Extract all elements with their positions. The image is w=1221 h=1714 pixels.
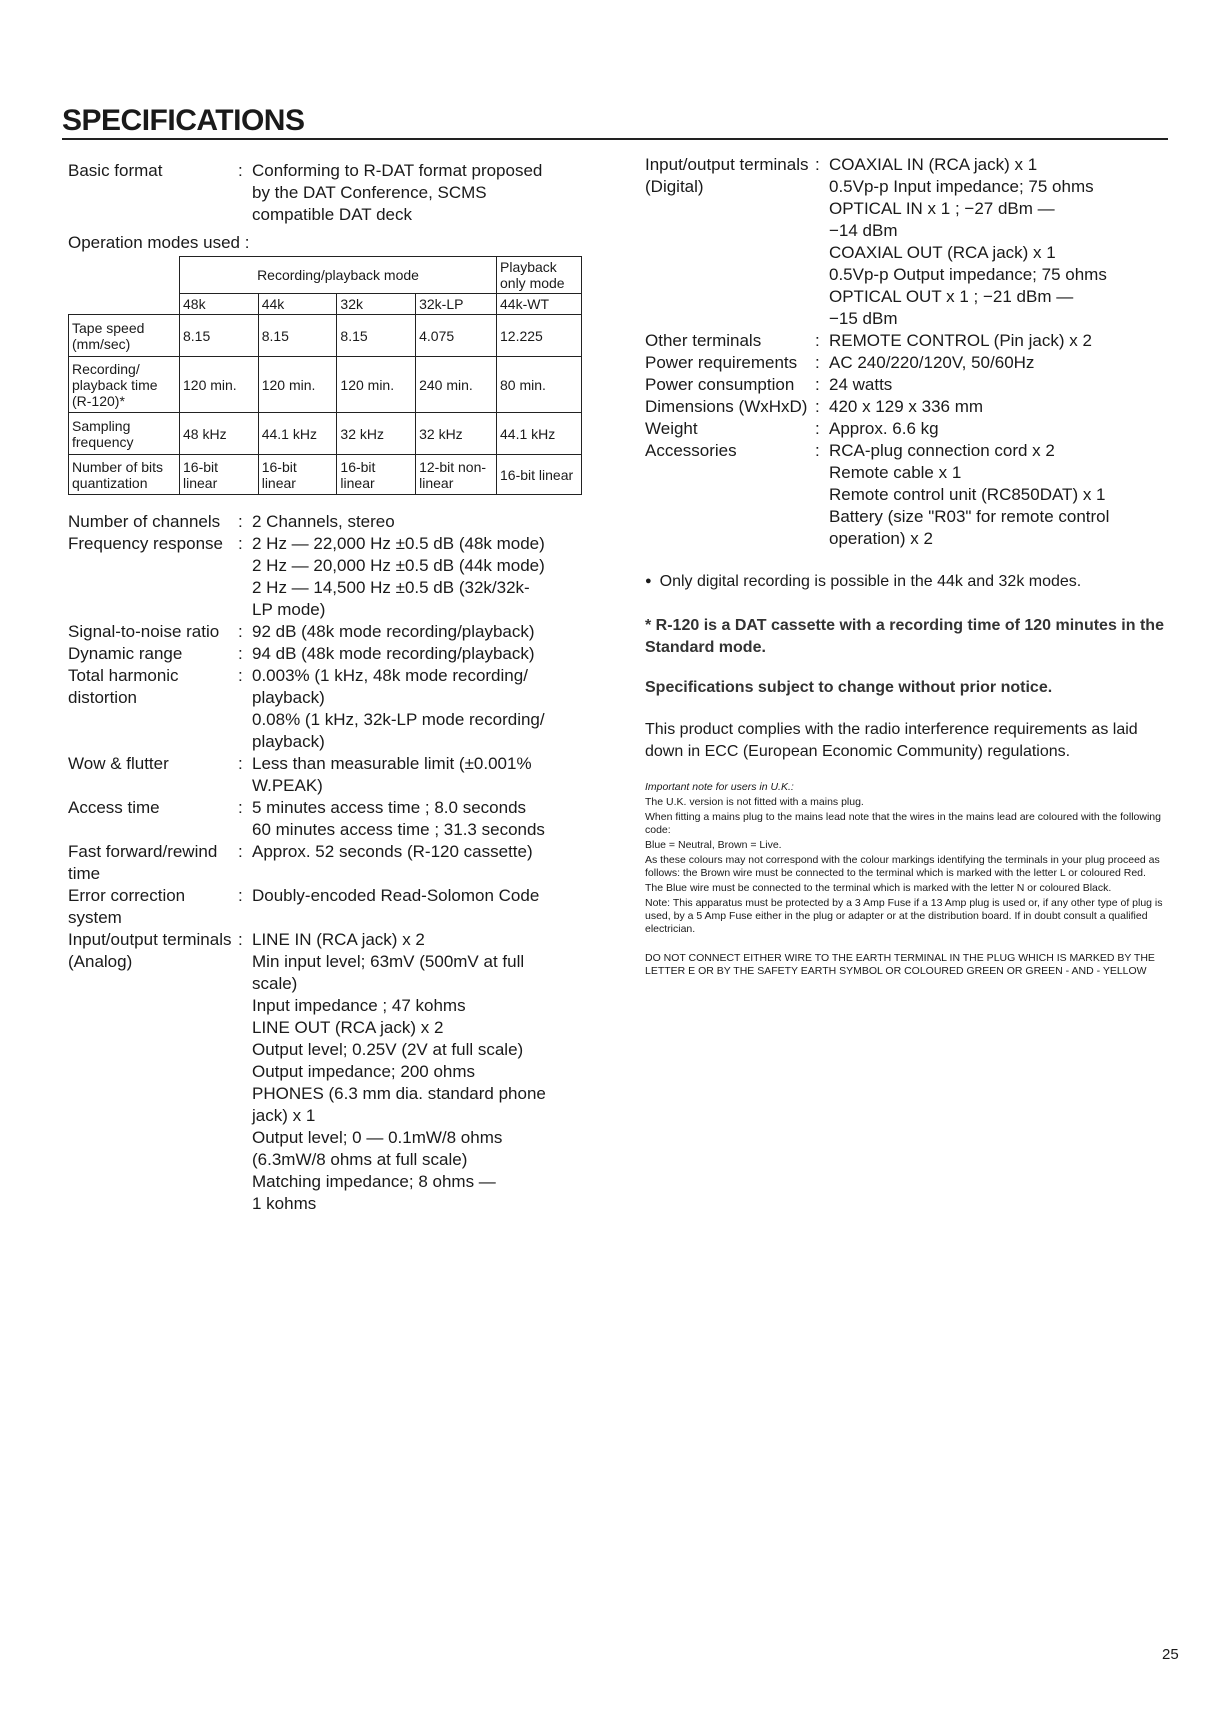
mode-cell: 44k [258,294,337,315]
uk-note-line: The Blue wire must be connected to the terminal which is marked with the letter N or coloured Black. [645,882,1112,894]
spec-line: LINE OUT (RCA jack) x 2 [252,1018,444,1037]
table-row [69,357,582,413]
spec-line: Output level; 0 — 0.1mW/8 ohms [252,1128,503,1147]
spec-line: LINE IN (RCA jack) x 2 [252,930,425,949]
colon: : [815,155,820,174]
spec-values [829,396,1175,418]
spec-line: by the DAT Conference, SCMS [252,183,487,202]
spec-line: 1 kohms [252,1194,317,1213]
table-row [69,413,582,455]
spec-row [645,374,1175,396]
spec-label: Dynamic range [68,644,183,663]
spec-row [68,665,608,753]
spec-line: Remote control unit (RC850DAT) x 1 [829,485,1106,504]
table-cell: 12-bit non-linear [416,455,497,495]
spec-line: 2 Hz — 22,000 Hz ±0.5 dB (48k mode) [252,534,545,553]
row-label: Tape speed (mm/sec) [69,315,180,357]
colon: : [238,534,243,553]
spec-row [68,511,608,533]
table-cell: 120 min. [258,357,337,413]
table-cell: 16-bit linear [497,455,582,495]
spec-line: 2 Hz — 20,000 Hz ±0.5 dB (44k mode) [252,556,545,575]
colon: : [815,353,820,372]
uk-note [645,781,1175,936]
table-cell: 8.15 [337,315,416,357]
spec-line: jack) x 1 [252,1106,316,1125]
table-cell: 32 kHz [416,413,497,455]
table-cell: 16-bit linear [180,455,259,495]
spec-label: Input/output terminals (Analog) [68,930,232,971]
table-cell: 80 min. [497,357,582,413]
mode-cell: 48k [180,294,259,315]
star-note: * R-120 is a DAT cassette with a recording time of 120 minutes in the Standard mode. [645,617,1164,656]
spec-line: 5 minutes access time ; 8.0 seconds [252,798,527,817]
table-cell: 120 min. [337,357,416,413]
spec-values [252,929,608,1215]
spec-row [68,841,608,885]
spec-line: W.PEAK) [252,776,323,795]
colon: : [238,644,243,663]
spec-row [645,396,1175,418]
spec-line: 2 Hz — 14,500 Hz ±0.5 dB (32k/32k- [252,578,530,597]
page-title: SPECIFICATIONS [62,104,305,137]
page-number: 25 [1162,1646,1179,1663]
spec-line: Output impedance; 200 ohms [252,1062,476,1081]
table-cell: 8.15 [180,315,259,357]
table-header-row [69,257,582,294]
spec-line: RCA-plug connection cord x 2 [829,441,1055,460]
spec-line: AC 240/220/120V, 50/60Hz [829,353,1035,372]
spec-values [829,418,1175,440]
colon: : [238,886,243,905]
title-rule [62,138,1168,140]
spec-label: Frequency response [68,534,223,553]
colon: : [815,375,820,394]
table-row [69,455,582,495]
mode-cell: 32k [337,294,416,315]
spec-values [829,330,1175,352]
table-row [69,315,582,357]
colon: : [815,419,820,438]
spec-label: Basic format [68,161,163,180]
spec-line: 0.08% (1 kHz, 32k-LP mode recording/ [252,710,545,729]
spec-row [645,330,1175,352]
spec-line: 60 minutes access time ; 31.3 seconds [252,820,545,839]
spec-row [68,885,608,929]
modes-row [69,294,582,315]
spec-line: (6.3mW/8 ohms at full scale) [252,1150,468,1169]
colon: : [815,331,820,350]
uk-note-line: Note: This apparatus must be protected by a 3 Amp Fuse if a 13 Amp plug is used or, if any other type of plug is used, by a 5 Amp Fuse either in the plug or adapter or at the distribution board. If in doubt consult a qualified electrician. [645,897,1163,935]
spec-values [252,621,608,643]
spec-line: Approx. 52 seconds (R-120 cassette) [252,842,533,861]
spec-line: 0.5Vp-p Output impedance; 75 ohms [829,265,1107,284]
spec-row [68,797,608,841]
table-cell: 240 min. [416,357,497,413]
spec-row [645,352,1175,374]
group-header: Recording/playback mode [180,257,497,294]
spec-values [829,154,1175,330]
spec-values [252,160,608,226]
spec-line: 0.003% (1 kHz, 48k mode recording/ [252,666,528,685]
table-cell: 44.1 kHz [258,413,337,455]
table-cell: 44.1 kHz [497,413,582,455]
mode-cell: 32k-LP [416,294,497,315]
colon: : [238,622,243,641]
table-cell: 8.15 [258,315,337,357]
spec-line: 24 watts [829,375,893,394]
spec-line: OPTICAL OUT x 1 ; −21 dBm — [829,287,1074,306]
spec-label: Dimensions (WxHxD) [645,397,808,416]
right-column [645,154,1175,978]
spec-label: Number of channels [68,512,221,531]
comply-note: This product complies with the radio interference requirements as laid down in ECC (European Economic Community) regulations. [645,721,1138,760]
spec-values [252,841,608,885]
spec-row [645,154,1175,330]
spec-values [252,511,608,533]
playback-only-header: Playback only mode [497,257,582,294]
colon: : [238,798,243,817]
row-label: Number of bits quantization [69,455,180,495]
spec-label: Access time [68,798,160,817]
spec-row [68,753,608,797]
spec-row [645,440,1175,550]
spec-label: Other terminals [645,331,762,350]
spec-label: Wow & flutter [68,754,169,773]
spec-values [829,440,1175,550]
spec-line: Output level; 0.25V (2V at full scale) [252,1040,524,1059]
spec-line: Conforming to R-DAT format proposed [252,161,543,180]
table-cell: 32 kHz [337,413,416,455]
spec-label: Weight [645,419,698,438]
colon: : [238,842,243,861]
spec-label: Power requirements [645,353,798,372]
colon: : [238,754,243,773]
table-cell: 48 kHz [180,413,259,455]
colon: : [238,161,243,180]
uk-note-heading: Important note for users in U.K.: [645,781,794,793]
spec-row [68,929,608,1215]
spec-values [252,643,608,665]
spec-line: COAXIAL IN (RCA jack) x 1 [829,155,1038,174]
spec-values [252,533,608,621]
spec-row [68,621,608,643]
spec-line: COAXIAL OUT (RCA jack) x 1 [829,243,1056,262]
subject-note: Specifications subject to change without prior notice. [645,679,1053,696]
uk-note-line: Blue = Neutral, Brown = Live. [645,839,782,851]
table-cell: 4.075 [416,315,497,357]
spec-label: Power consumption [645,375,795,394]
spec-line: Less than measurable limit (±0.001% [252,754,532,773]
spec-row [68,643,608,665]
spec-line: OPTICAL IN x 1 ; −27 dBm — [829,199,1055,218]
spec-line: Battery (size "R03" for remote control [829,507,1110,526]
spec-line: scale) [252,974,298,993]
operation-modes-table [68,256,582,495]
spec-line: PHONES (6.3 mm dia. standard phone [252,1084,546,1103]
spec-line: compatible DAT deck [252,205,412,224]
spec-line: LP mode) [252,600,326,619]
spec-row [68,533,608,621]
uk-note-line: As these colours may not correspond with the colour markings identifying the terminals in your plug proceed as follows: the Brown wire must be connected to the terminal which is marked with the letter L or coloured Red. [645,854,1160,879]
table-cell: 16-bit linear [337,455,416,495]
spec-line: 92 dB (48k mode recording/playback) [252,622,535,641]
spec-values [829,352,1175,374]
spec-line: playback) [252,732,325,751]
spec-line: −14 dBm [829,221,898,240]
spec-line: playback) [252,688,325,707]
right-spec-list [645,154,1175,550]
spec-row [645,418,1175,440]
spec-line: 420 x 129 x 336 mm [829,397,984,416]
spec-line: Doubly-encoded Read-Solomon Code [252,886,540,905]
spec-values [829,374,1175,396]
spec-line: Remote cable x 1 [829,463,962,482]
colon: : [238,512,243,531]
left-spec-list [68,511,608,1215]
colon: : [238,930,243,949]
row-label: Sampling frequency [69,413,180,455]
colon: : [815,441,820,460]
uk-note-line: When fitting a mains plug to the mains lead note that the wires in the mains lead are coloured with the following code: [645,811,1161,836]
earth-warning: DO NOT CONNECT EITHER WIRE TO THE EARTH TERMINAL IN THE PLUG WHICH IS MARKED BY THE LETTER E OR BY THE SAFETY EARTH SYMBOL OR COLOURED GREEN OR GREEN - AND - YELLOW [645,952,1155,977]
spec-label: Signal-to-noise ratio [68,622,220,641]
bullet-note: ● Only digital recording is possible in the 44k and 32k modes. [645,570,1175,593]
spec-line: operation) x 2 [829,529,933,548]
spec-values [252,797,608,841]
spec-values [252,885,608,929]
spec-line: 94 dB (48k mode recording/playback) [252,644,535,663]
spec-values [252,665,608,753]
operation-modes-label: Operation modes used : [68,233,250,252]
left-column [68,160,608,1215]
spec-values [252,753,608,797]
colon: : [238,666,243,685]
spec-line: 2 Channels, stereo [252,512,395,531]
spec-label: Accessories [645,441,737,460]
spec-label: Total harmonic distortion [68,666,179,707]
spec-label: Error correction system [68,886,186,927]
table-cell: 120 min. [180,357,259,413]
spec-line: Input impedance ; 47 kohms [252,996,466,1015]
spec-label: Input/output terminals (Digital) [645,155,809,196]
spec-line: 0.5Vp-p Input impedance; 75 ohms [829,177,1094,196]
colon: : [815,397,820,416]
spec-line: −15 dBm [829,309,898,328]
row-label: Recording/ playback time (R-120)* [69,357,180,413]
uk-note-line: The U.K. version is not fitted with a mains plug. [645,796,864,808]
table-cell: 16-bit linear [258,455,337,495]
spec-line: REMOTE CONTROL (Pin jack) x 2 [829,331,1092,350]
spec-line: Min input level; 63mV (500mV at full [252,952,525,971]
spec-basic-format [68,160,608,226]
spec-label: Fast forward/rewind time [68,842,218,883]
spec-line: Matching impedance; 8 ohms — [252,1172,496,1191]
mode-cell: 44k-WT [497,294,582,315]
spec-line: Approx. 6.6 kg [829,419,939,438]
table-cell: 12.225 [497,315,582,357]
